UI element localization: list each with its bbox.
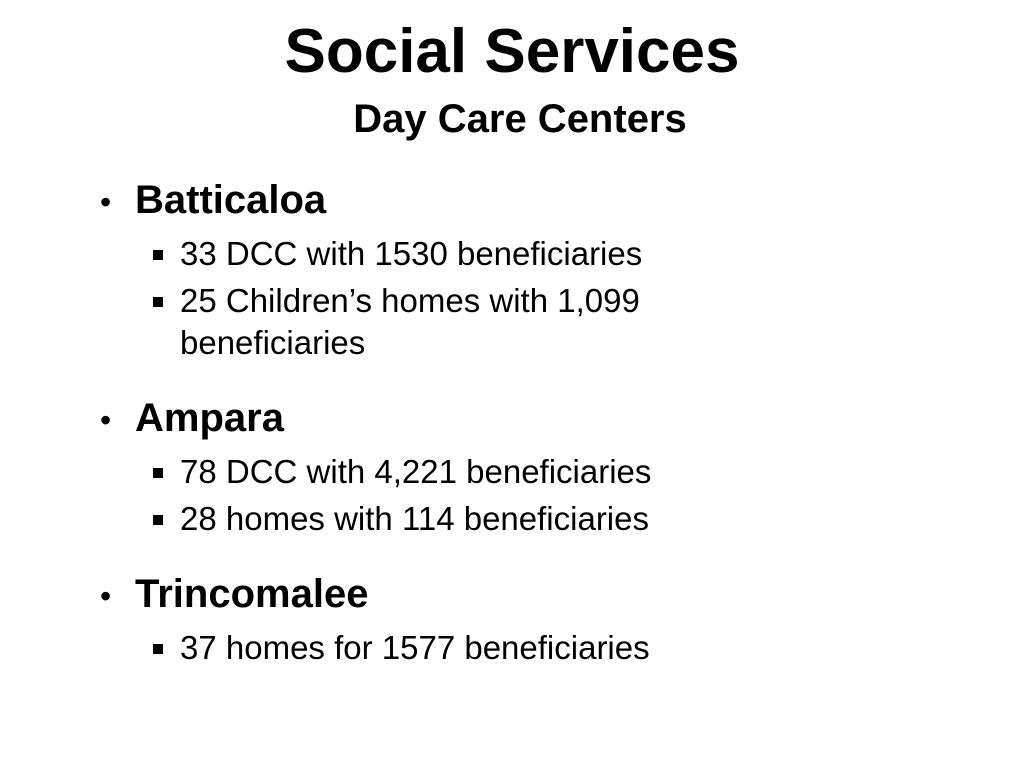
district-group-trincomalee bbox=[100, 566, 960, 669]
slide-title: Social Services bbox=[284, 17, 740, 86]
sub-bullet bbox=[152, 451, 960, 493]
square-bullet-icon bbox=[153, 250, 163, 260]
square-bullet-icon bbox=[153, 644, 163, 654]
sub-bullet-text: 25 Children’s homes with 1,099 beneficiaries bbox=[180, 282, 640, 361]
district-name: Batticaloa bbox=[135, 178, 327, 222]
sub-bullet-text: 78 DCC with 4,221 beneficiaries bbox=[180, 453, 652, 490]
sub-bullet bbox=[152, 498, 960, 540]
round-bullet-icon: • bbox=[100, 578, 112, 614]
bullet-list bbox=[100, 172, 960, 669]
round-bullet-icon: • bbox=[100, 184, 112, 220]
district-name: Trincomalee bbox=[135, 572, 369, 616]
district-group-batticaloa bbox=[100, 172, 960, 364]
district-heading bbox=[100, 390, 960, 446]
square-bullet-icon bbox=[153, 297, 163, 307]
sub-bullet-text: 33 DCC with 1530 beneficiaries bbox=[180, 235, 643, 272]
square-bullet-icon bbox=[153, 515, 163, 525]
district-heading bbox=[100, 566, 960, 622]
sub-bullet bbox=[152, 627, 960, 669]
district-name: Ampara bbox=[135, 396, 284, 440]
district-group-ampara bbox=[100, 390, 960, 540]
square-bullet-icon bbox=[153, 468, 163, 478]
sub-bullet-text: 37 homes for 1577 beneficiaries bbox=[180, 629, 650, 666]
sub-bullet bbox=[152, 280, 960, 364]
round-bullet-icon: • bbox=[100, 402, 112, 438]
sub-bullet-text: 28 homes with 114 beneficiaries bbox=[180, 500, 649, 537]
district-heading bbox=[100, 172, 960, 228]
sub-bullet bbox=[152, 233, 960, 275]
slide-subtitle: Day Care Centers bbox=[353, 97, 687, 141]
